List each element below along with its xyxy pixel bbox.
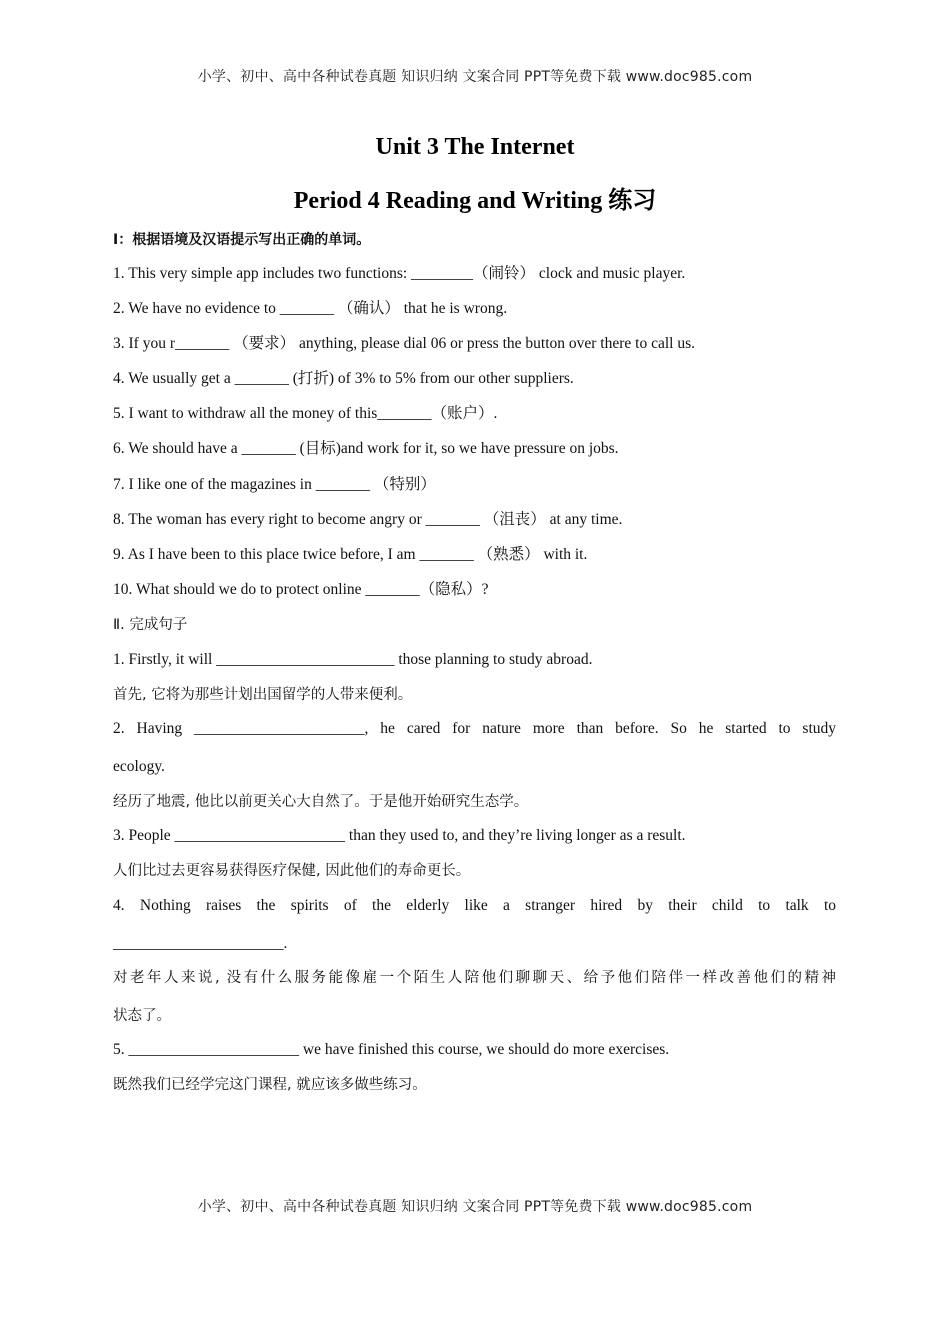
sentence-q4: 4. Nothing raises the spirits of the elderly like a stranger hired by their child to talk to: [113, 897, 836, 914]
sentence-q2-translation: 经历了地震, 他比以前更关心大自然了。于是他开始研究生态学。: [113, 794, 529, 810]
exercise-item: 8. The woman has every right to become angry or _______ （沮丧） at any time.: [113, 511, 623, 528]
sentence-q5-translation: 既然我们已经学完这门课程, 就应该多做些练习。: [113, 1077, 427, 1093]
page-footer: 小学、初中、高中各种试卷真题 知识归纳 文案合同 PPT等免费下载 www.doc985.com: [197, 1199, 753, 1215]
sentence-q3: 3. People ______________________ than they used to, and they’re living longer as a result.: [113, 827, 686, 844]
sentence-q2: 2. Having ______________________, he cared for nature more than before. So he started to study: [113, 720, 836, 737]
exercise-item: 6. We should have a _______ (目标)and work for it, so we have pressure on jobs.: [113, 440, 619, 457]
page-title: Unit 3 The Internet: [375, 134, 575, 160]
exercise-item: 9. As I have been to this place twice before, I am _______ （熟悉） with it.: [113, 546, 588, 563]
section2-heading: Ⅱ. 完成句子: [113, 617, 188, 633]
sentence-q5: 5. ______________________ we have finished this course, we should do more exercises.: [113, 1041, 670, 1058]
sentence-q2-cont: ecology.: [113, 758, 165, 775]
sentence-q4-cont: ______________________.: [113, 935, 288, 952]
sentence-q3-translation: 人们比过去更容易获得医疗保健, 因此他们的寿命更长。: [113, 863, 471, 879]
exercise-item: 3. If you r_______ （要求） anything, please dial 06 or press the button over there to call us.: [113, 335, 695, 352]
page-subtitle: Period 4 Reading and Writing 练习: [293, 188, 657, 214]
page-header: 小学、初中、高中各种试卷真题 知识归纳 文案合同 PPT等免费下载 www.doc985.com: [197, 69, 753, 85]
exercise-item: 4. We usually get a _______ (打折) of 3% to 5% from our other suppliers.: [113, 370, 574, 387]
exercise-item: 10. What should we do to protect online _______（隐私）?: [113, 581, 489, 598]
exercise-item: 1. This very simple app includes two functions: ________（闹铃） clock and music player.: [113, 265, 686, 282]
sentence-q1: 1. Firstly, it will _______________________ those planning to study abroad.: [113, 651, 593, 668]
sentence-q4-translation-cont: 状态了。: [113, 1008, 171, 1024]
section1-heading: I：根据语境及汉语提示写出正确的单词。: [113, 232, 371, 248]
exercise-item: 5. I want to withdraw all the money of this_______（账户）.: [113, 405, 498, 422]
sentence-q1-translation: 首先, 它将为那些计划出国留学的人带来便利。: [113, 687, 413, 703]
exercise-item: 2. We have no evidence to _______ （确认） that he is wrong.: [113, 300, 508, 317]
exercise-item: 7. I like one of the magazines in _______ （特别）: [113, 476, 436, 493]
sentence-q4-translation: 对老年人来说, 没有什么服务能像雇一个陌生人陪他们聊聊天、给予他们陪伴一样改善他们的精神: [113, 970, 836, 986]
